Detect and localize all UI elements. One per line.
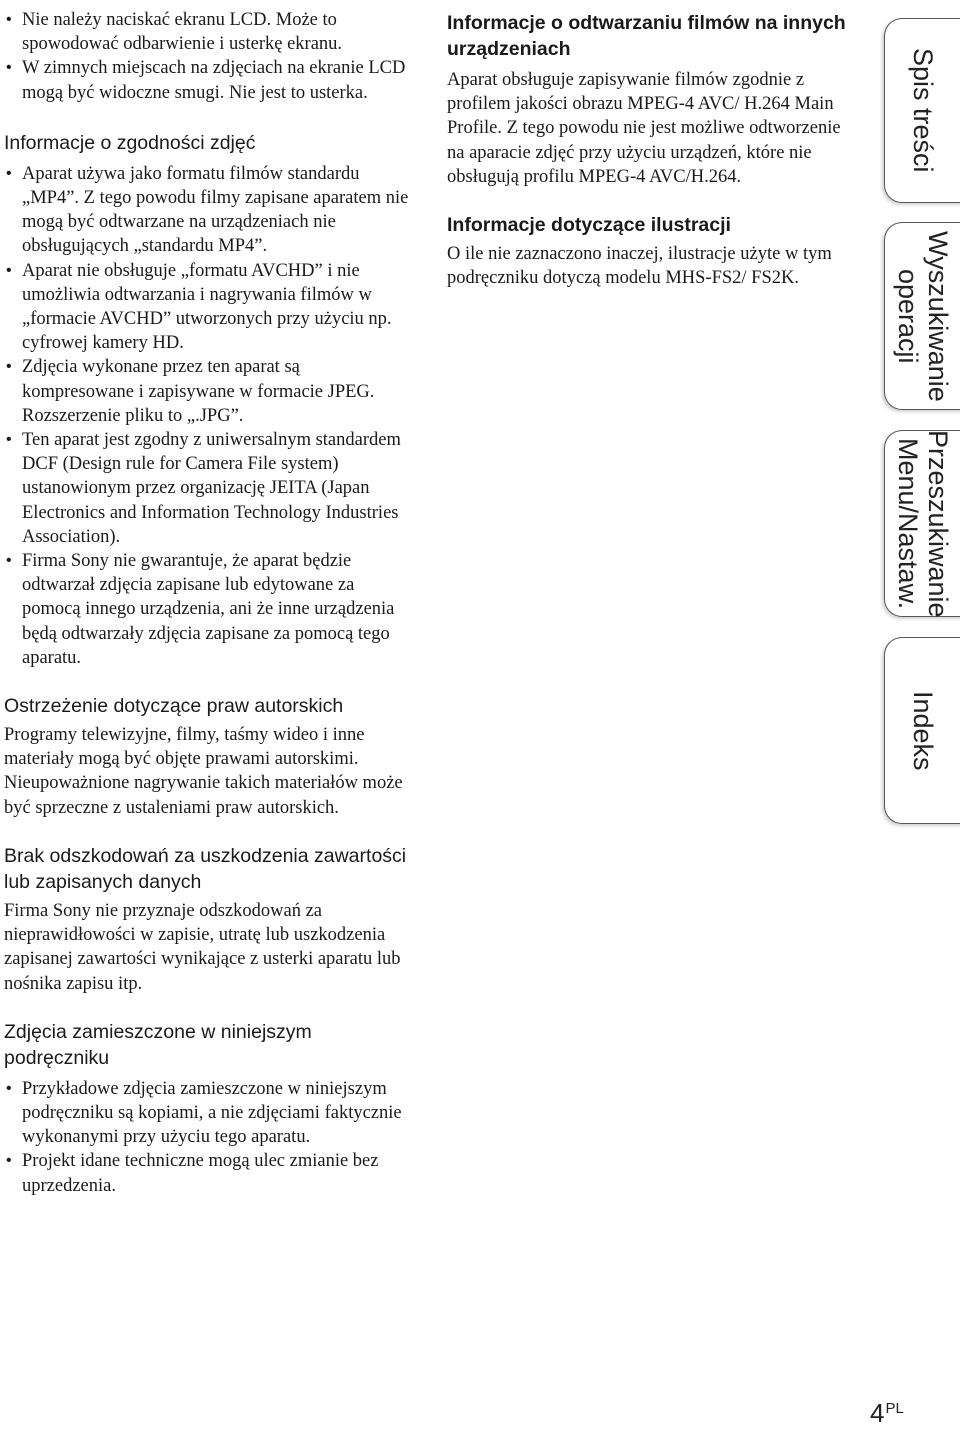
right-column [447, 10, 847, 290]
tab-label: Wyszukiwanie operacji [893, 230, 953, 402]
compat-heading: Informacje o zgodności zdjęć [4, 131, 256, 154]
list-item: • Ten aparat jest zgodny z uniwersalnym standardem DCF (Design rule for Camera File system) ustanowionym przez organizację JEITA (Japan Electronics and Information Technology Industries Association). [4, 428, 414, 549]
tab-label: Indeks [908, 690, 938, 771]
page-language-suffix: PL [885, 1400, 904, 1417]
damage-text: Firma Sony nie przyznaje odszkodowań za nieprawidłowości w zapisie, utratę lub uszkodzenia zapisanej zawartości wynikające z usterki aparatu lub nośnika zapisu itp. [4, 900, 401, 994]
list-item: • Aparat nie obsługuje „formatu AVCHD” i nie umożliwia odtwarzania i nagrywania filmów w „formacie AVCHD” utworzonych przy użyciu np. cyfrowej kamery HD. [4, 259, 414, 356]
left-column [4, 8, 414, 1198]
compat-bullet-list [4, 162, 414, 670]
intro-bullet-list [4, 8, 414, 105]
tab-table-of-contents[interactable] [884, 18, 960, 203]
copyright-text: Programy telewizyjne, filmy, taśmy wideo i inne materiały mogą być objęte prawami autorskimi. Nieupoważnione nagrywanie takich materiałów może być sprzeczne z ustaleniami praw autorskich. [4, 725, 403, 818]
playback-heading: Informacje o odtwarzaniu filmów na innych urządzeniach [447, 12, 846, 60]
damage-heading: Brak odszkodowań za uszkodzenia zawartości lub zapisanych danych [4, 844, 407, 893]
photos-heading: Zdjęcia zamieszczone w niniejszym podręczniku [4, 1020, 312, 1069]
illustrations-heading: Informacje dotyczące ilustracji [447, 214, 731, 237]
list-item: • Przykładowe zdjęcia zamieszczone w niniejszym podręczniku są kopiami, a nie zdjęciami faktycznie wykonanymi przy użyciu tego aparatu. [4, 1077, 414, 1150]
list-item: • Aparat używa jako formatu filmów standardu „MP4”. Z tego powodu filmy zapisane aparatem nie mogą być odtwarzane na urządzeniach nie obsługujących „standardu MP4”. [4, 162, 414, 259]
illustrations-text: O ile nie zaznaczono inaczej, ilustracje użyte w tym podręczniku dotyczą modelu MHS-FS2/ FS2K. [447, 244, 832, 289]
list-item: • W zimnych miejscach na zdjęciach na ekranie LCD mogą być widoczne smugi. Nie jest to usterka. [4, 56, 414, 104]
photos-bullet-list [4, 1077, 414, 1198]
tab-label: Spis treści [908, 48, 938, 173]
list-item: • Firma Sony nie gwarantuje, że aparat będzie odtwarzał zdjęcia zapisane lub edytowane za pomocą innego urządzenia, ani że inne urządzenia będą odtwarzały zdjęcia zapisane za pomocą tego aparatu. [4, 549, 414, 670]
tab-search-operations[interactable] [884, 222, 960, 410]
tab-label: Przeszukiwanie Menu/Nastaw. [893, 429, 953, 618]
tab-index[interactable] [884, 637, 960, 824]
list-item: • Zdjęcia wykonane przez ten aparat są kompresowane i zapisywane w formacie JPEG. Rozszerzenie pliku to „.JPG”. [4, 355, 414, 428]
page-number: $4^{PL}$ [870, 1398, 904, 1428]
list-item: • Projekt idane techniczne mogą ulec zmianie bez uprzedzenia. [4, 1149, 414, 1197]
copyright-heading: Ostrzeżenie dotyczące praw autorskich [4, 695, 344, 718]
tab-search-menu-settings[interactable] [884, 430, 960, 617]
playback-text: Aparat obsługuje zapisywanie filmów zgodnie z profilem jakości obrazu MPEG-4 AVC/ H.264 Main Profile. Z tego powodu nie jest możliwe odtworzenie na aparacie zdjęć przy użyciu urządzeń, które nie obsługują profilu MPEG-4 AVC/H.264. [447, 70, 841, 187]
list-item: • Nie należy naciskać ekranu LCD. Może to spowodować odbarwienie i usterkę ekranu. [4, 8, 414, 56]
